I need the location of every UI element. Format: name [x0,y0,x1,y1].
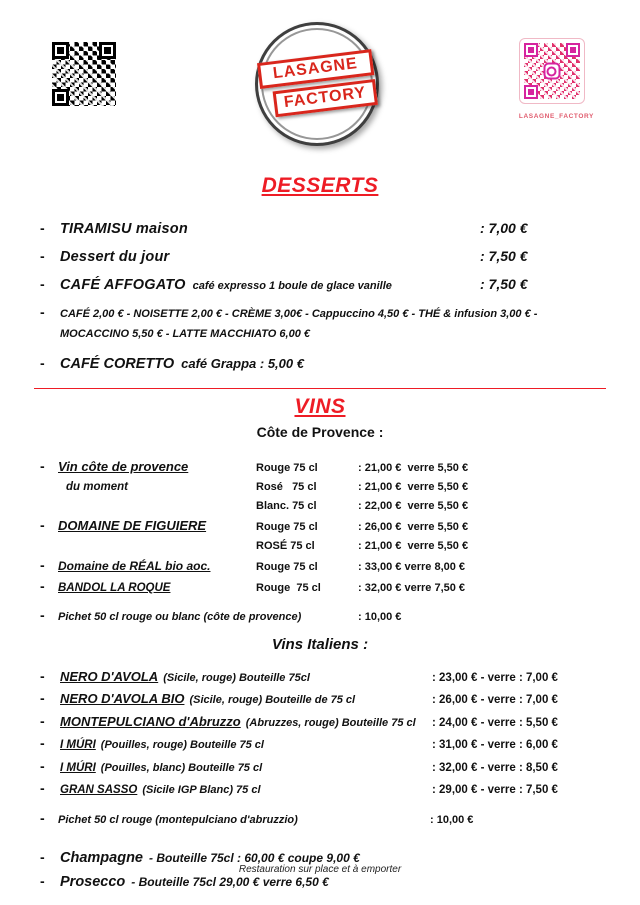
instagram-handle: LASAGNE_FACTORY [518,113,594,120]
bullet: - [40,848,45,865]
pichet-price: : 10,00 € [430,813,474,826]
wine-type: Rouge 75 cl [256,520,318,533]
section-divider [34,388,606,389]
wine-description: (Sicile, rouge) Bouteille 75cl [163,671,310,684]
italian-wine-list [40,666,600,826]
logo-stamp [257,49,378,119]
logo-text-line1: LASAGNE [257,49,374,89]
pichet-price: : 10,00 € [358,610,402,623]
dessert-price: : 7,00 € [480,220,528,236]
qr-finder-icon [524,85,538,99]
vins-title: VINS [294,394,346,418]
coretto-detail: café Grappa : 5,00 € [181,355,304,371]
bullet: - [40,667,45,684]
pichet-text: Pichet 50 cl rouge (montepulciano d'abruzzio) [58,813,298,826]
dessert-name: TIRAMISU maison [60,221,188,237]
wine-price: : 26,00 € - verre : 7,00 € [432,694,558,707]
bullet: - [40,577,45,594]
wine-price: : 29,00 € - verre : 7,50 € [432,784,558,797]
bullet: - [40,735,45,752]
wine-type: Rosé 75 cl [256,480,317,493]
wine-price: : 22,00 € verre 5,50 € [358,499,469,512]
wine-price: : 21,00 € verre 5,50 € [358,461,469,474]
wine-name: GRAN SASSO [60,784,138,797]
bullet: - [40,712,45,729]
wine-description: (Sicile IGP Blanc) 75 cl [142,784,261,797]
bullet: - [40,809,45,826]
pichet-italian-row [40,810,600,826]
wine-name: DOMAINE DE FIGUIERE [58,517,207,533]
wine-row [40,688,600,711]
wine-name: MONTEPULCIANO d'Abruzzo [60,713,241,729]
desserts-title: DESSERTS [261,174,379,197]
wine-row [40,577,600,598]
pichet-text: Pichet 50 cl rouge ou blanc (côte de provence) [58,610,302,623]
wine-name: I MÚRI [60,761,96,774]
wine-price: : 21,00 € verre 5,50 € [358,539,469,552]
wine-type: Rouge 75 cl [256,461,318,474]
wine-name: NERO D'AVOLA BIO [60,691,185,707]
wine-price: : 24,00 € - verre : 5,50 € [432,716,558,729]
wine-name: Champagne [60,849,143,866]
logo-area [116,22,519,146]
wine-type: ROSÉ 75 cl [256,539,315,552]
wine-name: I MÚRI [60,739,96,752]
wine-type: Rouge 75 cl [256,560,318,573]
bullet: - [40,457,45,474]
coffee-price-list [40,304,600,345]
dessert-item [40,220,600,237]
pichet-provence-row [40,607,600,623]
bullet: - [40,354,45,371]
wine-row [40,778,600,801]
bullet: - [40,757,45,774]
footer-note: Restauration sur place et à emporter [238,864,402,875]
wine-price: : 33,00 € verre 8,00 € [358,560,466,573]
wine-row [40,556,600,577]
wine-row [40,537,600,556]
coretto-item [40,355,600,372]
provence-wine-list [40,457,600,623]
header [40,26,600,158]
coretto-name: CAFÉ CORETTO [60,355,175,372]
wine-price: : 23,00 € - verre : 7,00 € [432,671,558,684]
wine-name: Domaine de RÉAL bio aoc. [58,558,211,573]
wine-row [40,756,600,779]
wine-description: (Pouilles, rouge) Bouteille 75 cl [100,739,264,752]
bullet: - [40,872,45,889]
wine-detail: - Bouteille 75cl : 60,00 € coupe 9,00 € [149,850,360,865]
bullet: - [40,276,45,292]
lasagne-factory-logo [255,22,379,146]
wine-row [40,497,600,516]
bullet: - [40,304,45,320]
coffee-list-line1: CAFÉ 2,00 € - NOISETTE 2,00 € - CRÈME 3,00€ - Cappuccino 4,50 € - THÉ & infusion 3,00 € - [60,308,538,320]
wine-row [40,478,600,497]
wine-row [40,711,600,734]
qr-finder-icon [52,42,69,59]
wine-description: (Sicile, rouge) Bouteille de 75 cl [189,694,356,707]
qr-finder-icon [566,43,580,57]
wine-row [40,733,600,756]
instagram-icon [543,63,560,80]
qr-finder-icon [524,43,538,57]
dessert-price: : 7,50 € [480,276,528,292]
wine-price: : 21,00 € verre 5,50 € [358,480,469,493]
qr-finder-icon [52,89,69,106]
wine-row [40,457,600,478]
bullet: - [40,556,45,573]
wine-detail: - Bouteille 75cl 29,00 € verre 6,50 € [131,874,329,889]
bullet: - [40,516,45,533]
qr-code-icon [52,42,116,106]
wine-description: (Abruzzes, rouge) Bouteille 75 cl [245,716,416,729]
qr-finder-icon [99,42,116,59]
wine-price: : 32,00 € - verre : 8,50 € [432,761,558,774]
wine-price: : 32,00 € verre 7,50 € [358,581,466,594]
wine-price: : 31,00 € - verre : 6,00 € [432,739,558,752]
wine-row [40,516,600,537]
instagram-block [519,38,594,120]
wine-name: NERO D'AVOLA [60,668,159,684]
dessert-item [40,248,600,265]
coffee-list-text [60,304,537,345]
wine-name: du moment [66,480,128,493]
wine-price: : 26,00 € verre 5,50 € [358,520,469,533]
italian-wines-heading: Vins Italiens : [271,635,369,653]
wine-name: BANDOL LA ROQUE [58,581,171,594]
bullet: - [40,606,45,623]
bullet: - [40,220,45,236]
bullet: - [40,248,45,264]
bullet: - [40,780,45,797]
wine-name: Vin côte de provence [58,458,189,474]
wine-type: Rouge 75 cl [256,581,321,594]
dessert-price: : 7,50 € [480,248,528,264]
dessert-item [40,276,600,293]
dessert-description: café expresso 1 boule de glace vanille [192,280,392,292]
wine-row [40,666,600,689]
wine-description: (Pouilles, blanc) Bouteille 75 cl [100,761,263,774]
provence-heading: Côte de Provence : [256,423,384,440]
dessert-name: CAFÉ AFFOGATO [60,277,186,293]
desserts-list [40,220,600,372]
logo-text-line2: FACTORY [273,79,378,117]
coffee-list-line2: MOCACCINO 5,50 € - LATTE MACCHIATO 6,00 € [60,328,310,341]
wine-type: Blanc. 75 cl [256,499,317,512]
instagram-qr-icon [524,43,580,99]
instagram-qr-frame [519,38,585,104]
dessert-name: Dessert du jour [60,249,170,265]
menu-qr-code [52,42,116,106]
bullet: - [40,690,45,707]
wine-name: Prosecco [60,873,126,890]
